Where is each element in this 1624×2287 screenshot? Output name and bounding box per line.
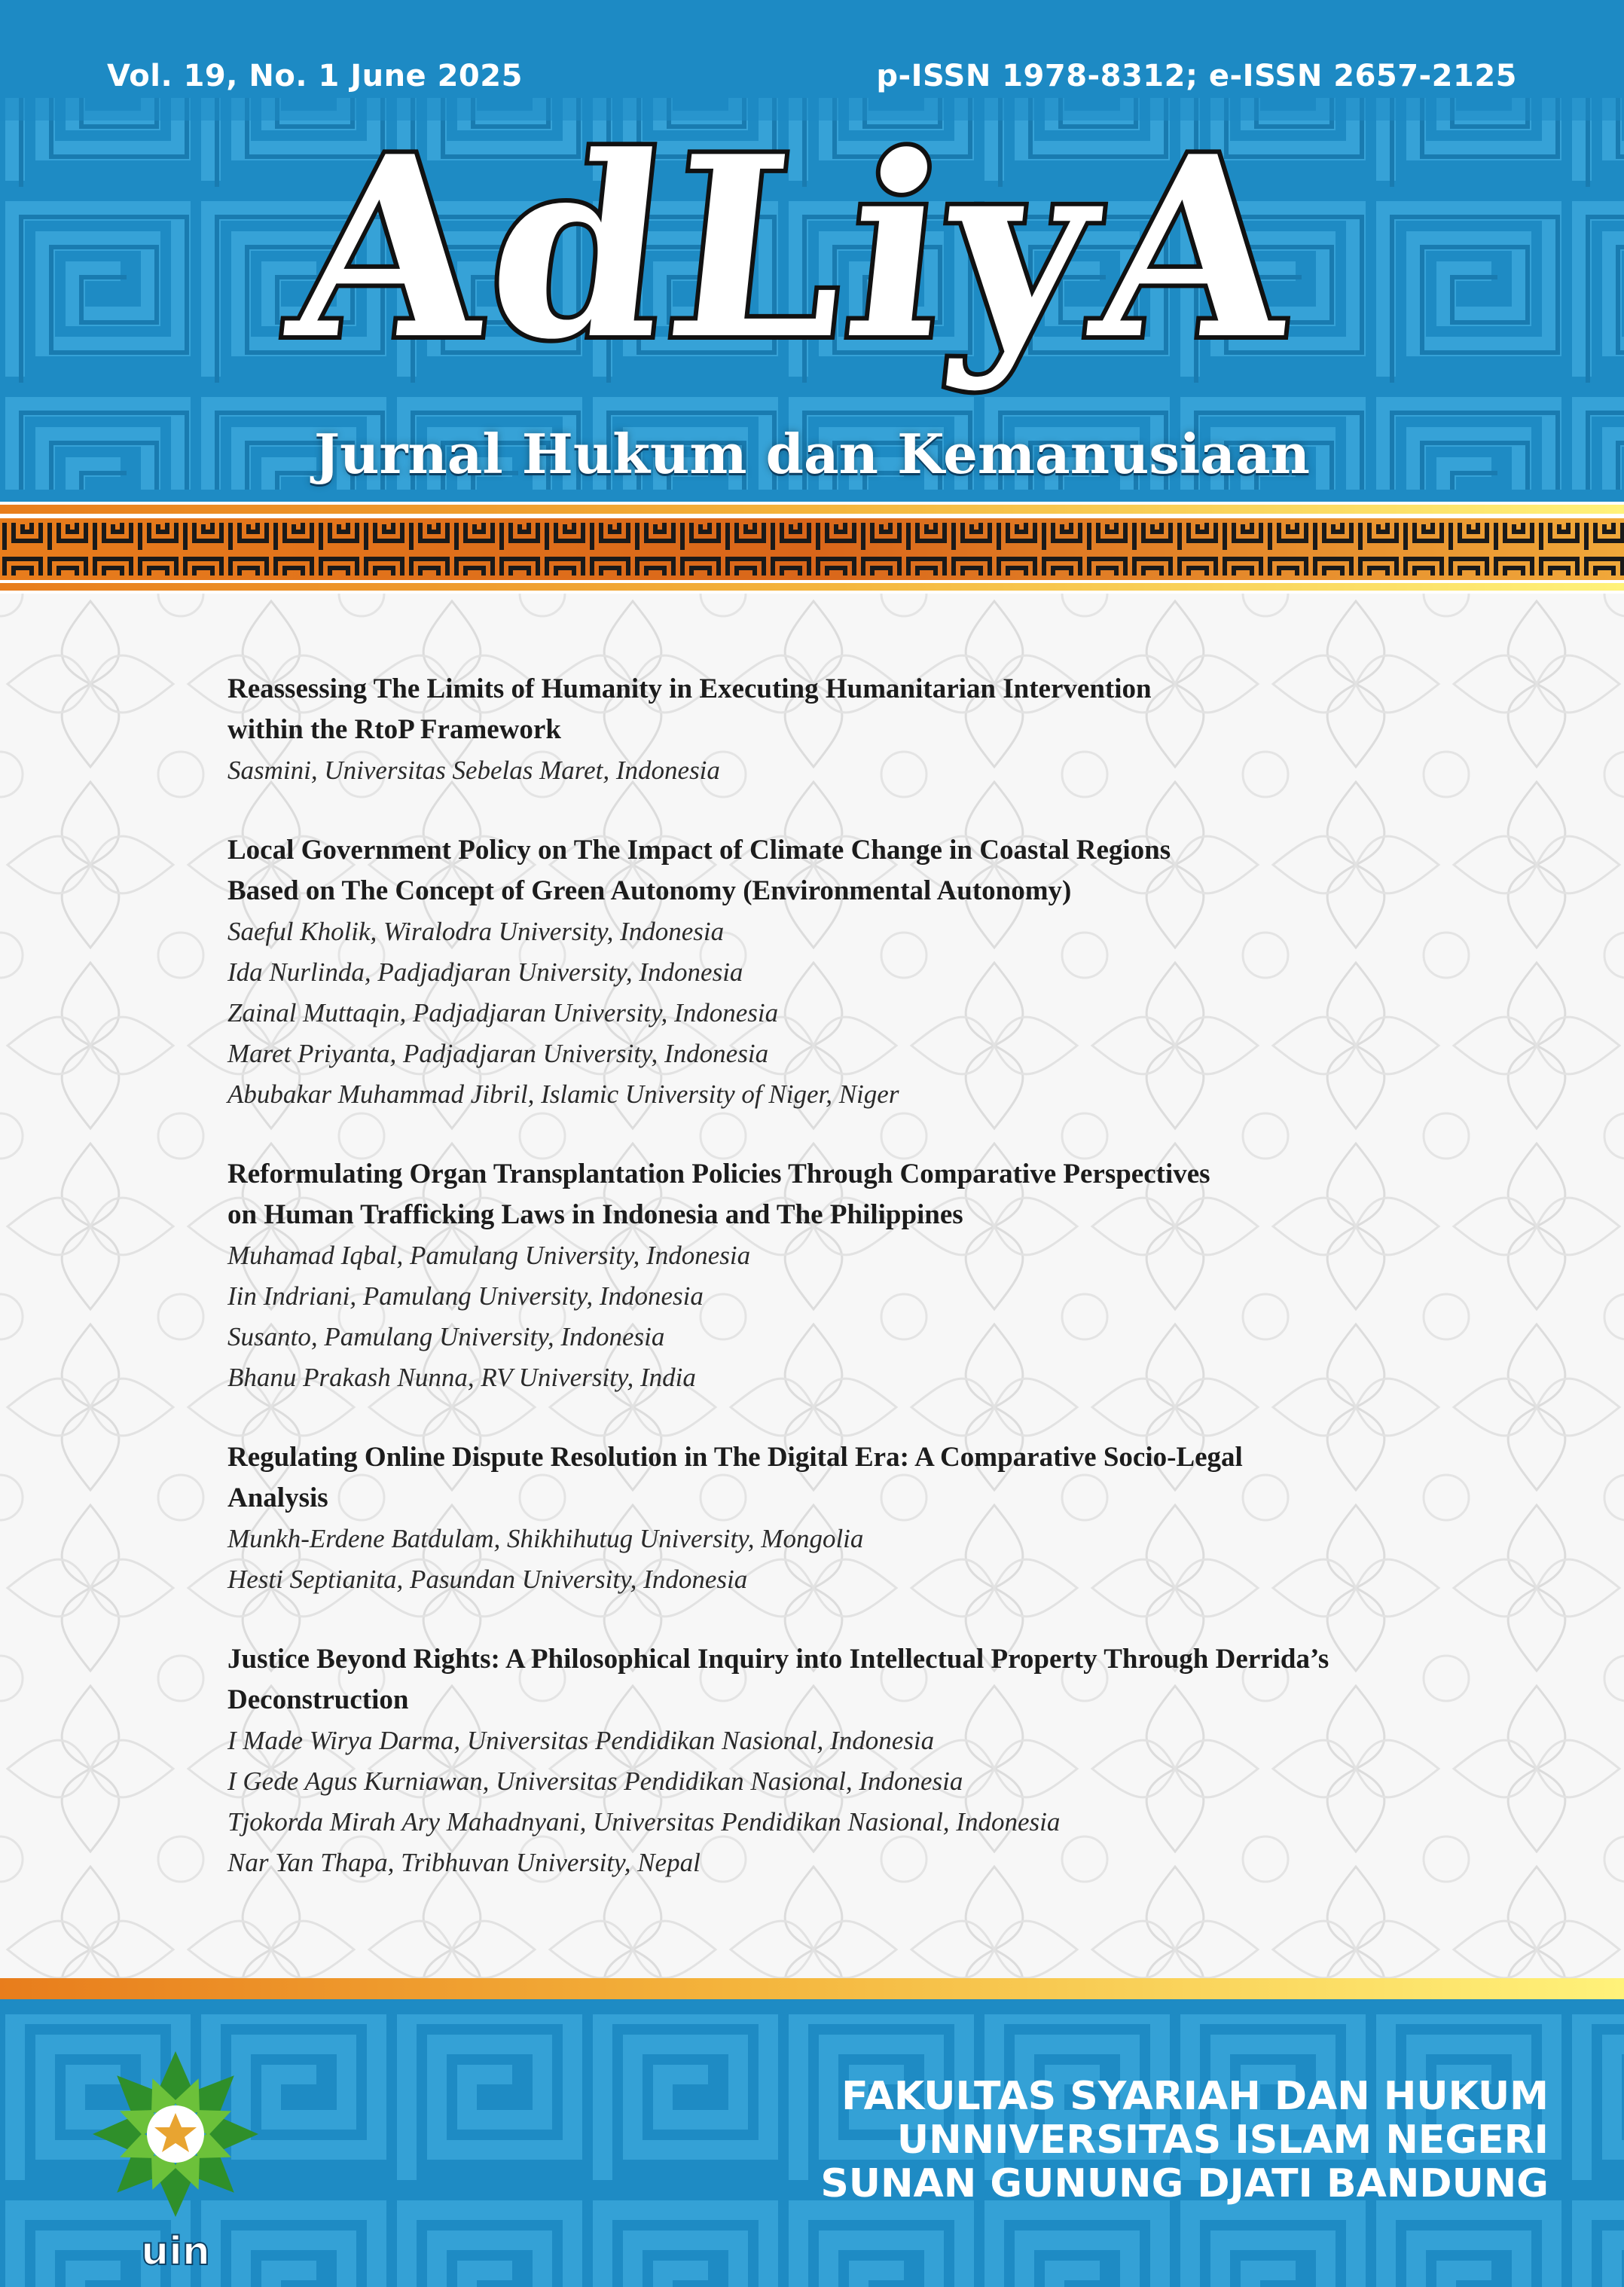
article-item — [227, 1154, 1433, 1398]
article-author: Zainal Muttaqin, Padjadjaran University, Indonesia — [227, 998, 779, 1027]
footer-accent-stripe — [0, 1978, 1624, 1999]
article-title-line: Regulating Online Dispute Resolution in The Digital Era: A Comparative Socio-Legal — [227, 1442, 1243, 1473]
article-item — [227, 830, 1433, 1115]
article-item — [227, 669, 1433, 791]
faculty-line: SUNAN GUNUNG DJATI BANDUNG — [820, 2161, 1549, 2206]
logo-text: uin — [141, 2229, 210, 2274]
journal-subtitle: Jurnal Hukum dan Kemanusiaan — [314, 422, 1310, 486]
article-list — [227, 669, 1433, 1922]
cover-footer — [0, 1999, 1624, 2287]
journal-title-logo — [0, 83, 1624, 414]
issn-info: p-ISSN 1978-8312; e-ISSN 2657-2125 — [876, 59, 1517, 93]
uin-logo-icon — [81, 2040, 270, 2275]
article-author: I Made Wirya Darma, Universitas Pendidikan Nasional, Indonesia — [227, 1726, 935, 1755]
article-author: Bhanu Prakash Nunna, RV University, India — [227, 1363, 696, 1392]
article-author: Muhamad Iqbal, Pamulang University, Indonesia — [227, 1241, 751, 1270]
article-title-line: on Human Trafficking Laws in Indonesia and The Philippines — [227, 1199, 963, 1230]
article-author: Ida Nurlinda, Padjadjaran University, Indonesia — [227, 957, 743, 987]
article-author: Abubakar Muhammad Jibril, Islamic University of Niger, Niger — [227, 1079, 899, 1109]
article-title-line: Justice Beyond Rights: A Philosophical Inquiry into Intellectual Property Through Derrida’s — [227, 1644, 1329, 1675]
article-title-line: Based on The Concept of Green Autonomy (Environmental Autonomy) — [227, 875, 1072, 906]
journal-title: AdLiyA — [279, 102, 1311, 395]
cover-body — [0, 594, 1624, 1978]
greek-key-border — [0, 502, 1624, 594]
volume-info: Vol. 19, No. 1 June 2025 — [107, 59, 523, 93]
faculty-block — [820, 2075, 1549, 2206]
article-title-line: within the RtoP Framework — [227, 714, 561, 745]
article-title-line: Reassessing The Limits of Humanity in Executing Humanitarian Intervention — [227, 673, 1152, 704]
article-author: Saeful Kholik, Wiralodra University, Indonesia — [227, 917, 725, 946]
article-title-line: Deconstruction — [227, 1684, 409, 1715]
article-title-line: Reformulating Organ Transplantation Policies Through Comparative Perspectives — [227, 1159, 1210, 1189]
article-title-line: Analysis — [227, 1482, 328, 1513]
article-author: Susanto, Pamulang University, Indonesia — [227, 1322, 665, 1351]
article-author: Maret Priyanta, Padjadjaran University, Indonesia — [227, 1039, 769, 1068]
faculty-line: FAKULTAS SYARIAH DAN HUKUM — [841, 2074, 1549, 2119]
article-author: Hesti Septianita, Pasundan University, Indonesia — [227, 1565, 748, 1594]
article-author: Munkh-Erdene Batdulam, Shikhihutug University, Mongolia — [227, 1524, 864, 1553]
article-author: Sasmini, Universitas Sebelas Maret, Indonesia — [227, 756, 720, 785]
article-author: Nar Yan Thapa, Tribhuvan University, Nepal — [227, 1848, 701, 1877]
article-author: I Gede Agus Kurniawan, Universitas Pendidikan Nasional, Indonesia — [227, 1766, 963, 1796]
article-item — [227, 1639, 1433, 1883]
faculty-line: UNNIVERSITAS ISLAM NEGERI — [896, 2118, 1549, 2163]
article-author: Tjokorda Mirah Ary Mahadnyani, Universitas Pendidikan Nasional, Indonesia — [227, 1807, 1061, 1837]
article-title-line: Local Government Policy on The Impact of Climate Change in Coastal Regions — [227, 835, 1171, 866]
article-item — [227, 1437, 1433, 1600]
article-author: Iin Indriani, Pamulang University, Indonesia — [227, 1281, 704, 1311]
cover-header — [0, 0, 1624, 502]
